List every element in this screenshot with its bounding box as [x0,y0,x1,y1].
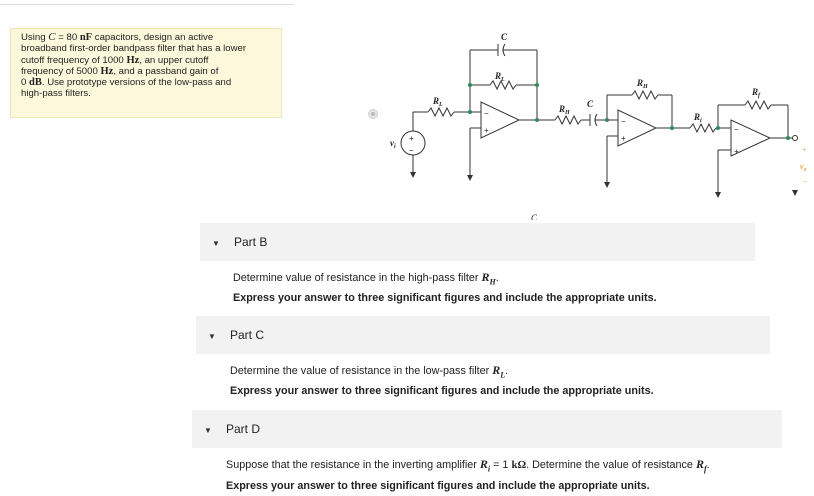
part-c-header[interactable] [196,316,770,354]
part-c-label: Part C [230,328,265,342]
svg-text:RH: $R_H$ [559,104,570,116]
svg-text:−: − [734,125,739,134]
bandpass-circuit-diagram [380,20,814,220]
svg-text:RL: $R_L$ [495,71,505,83]
svg-text:C: C [531,213,538,220]
svg-text:Ri: $R_i$ [694,112,702,124]
radio-button[interactable] [368,109,378,119]
part-d-question: Suppose that the resistance in the inverting amplifier $R_i = 1$ kΩ. Determine the value of resistance $R_f$. [226,457,710,474]
var-c: C [48,31,56,43]
part-b-question: Determine value of resistance in the high-pass filter $R_H$. [233,270,499,287]
collapse-triangle-icon: ▼ [204,426,212,435]
svg-text:+: + [621,134,626,143]
problem-statement: Using C = 80 nF capacitors, design an active broadband first-order bandpass filter that has a lower cutoff frequency of 1000 Hz, an upper cutoff frequency of 5000 Hz, and a passband gain of 0 dB. Use prototype versions of the low-pass and high-pass filters. [10,28,282,118]
svg-text:+: + [802,145,807,154]
part-d-header[interactable] [192,410,782,448]
part-c-question: Determine the value of resistance in the low-pass filter $R_L$. [230,363,509,380]
svg-text:+: + [734,147,739,156]
label-c-top: C [501,32,508,42]
top-divider [0,4,294,5]
part-d-label: Part D [226,422,261,436]
svg-text:−: − [409,146,414,155]
svg-text:RH: $R_H$ [637,78,648,90]
part-b-instruction: Express your answer to three significant figures and include the appropriate units. [233,292,657,304]
part-c-instruction: Express your answer to three significant figures and include the appropriate units. [230,385,654,397]
label-c-mid: C [587,99,594,109]
svg-text:vo: $v_o$ [800,162,807,173]
collapse-triangle-icon: ▼ [208,332,216,341]
svg-text:+: + [409,134,414,143]
svg-text:Rf: $R_f$ [752,87,761,99]
svg-text:+: + [484,126,489,135]
svg-text:−: − [484,109,489,118]
collapse-triangle-icon: ▼ [212,239,220,248]
part-b-label: Part B [234,235,268,249]
svg-text:−: − [803,177,808,186]
svg-text:vi: $v_i$ [390,138,396,150]
part-d-instruction: Express your answer to three significant figures and include the appropriate units. [226,480,650,492]
svg-text:RL: $R_L$ [433,96,443,108]
part-b-header[interactable] [200,223,755,261]
svg-text:−: − [621,117,626,126]
